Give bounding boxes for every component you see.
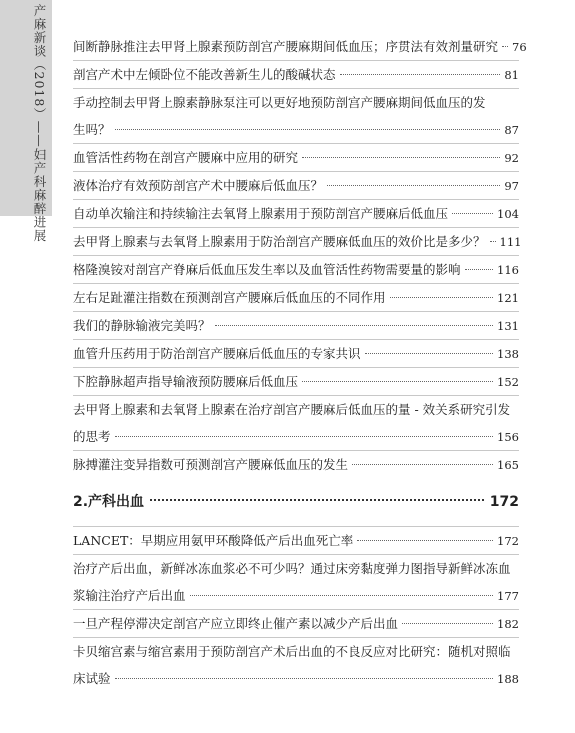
leader-dots (115, 678, 494, 679)
entry-page-number: 121 (497, 291, 519, 305)
entry-title: 液体治疗有效预防剖宫产术中腰麻后低血压？ (73, 178, 324, 193)
toc-content (73, 33, 527, 692)
side-tab-text: 产麻新谈（2018）——妇产科麻醉进展 (32, 4, 47, 243)
toc-entry-line (73, 312, 519, 339)
toc-entry-line (73, 638, 519, 665)
toc-entry-line (73, 610, 519, 637)
leader-dots (327, 185, 500, 186)
entry-title: 生吗？ (73, 122, 111, 137)
leader-dots (357, 540, 493, 541)
entry-title: 我们的静脉输液完美吗？ (73, 318, 211, 333)
leader-dots (302, 381, 493, 382)
toc-entry-line (73, 368, 519, 395)
toc-entry-line (73, 423, 519, 450)
section-page-number: 172 (489, 494, 519, 510)
entry-title: 血管升压药用于防治剖宫产腰麻后低血压的专家共识 (73, 346, 361, 361)
entry-page-number: 156 (497, 430, 519, 444)
leader-dots (502, 46, 508, 47)
entry-page-number: 188 (497, 672, 519, 686)
toc-entry-line (73, 33, 527, 60)
toc-part-1 (73, 33, 527, 478)
leader-dots (465, 269, 494, 270)
toc-entry-line (73, 200, 519, 227)
entry-title: 下腔静脉超声指导输液预防腰麻后低血压 (73, 374, 299, 389)
toc-entry[interactable] (73, 527, 519, 554)
toc-entry[interactable] (73, 284, 519, 311)
toc-entry-line (73, 555, 519, 582)
leader-dots (490, 241, 496, 242)
entry-title: 格隆溴铵对剖宫产脊麻后低血压发生率以及血管活性药物需要量的影响 (73, 262, 461, 277)
toc-entry-line (73, 665, 519, 692)
entry-title: 剖宫产术中左倾卧位不能改善新生儿的酸碱状态 (73, 67, 336, 82)
entry-title: 一旦产程停滞决定剖宫产应立即终止催产素以减少产后出血 (73, 616, 399, 631)
entry-title: 去甲肾上腺素与去氧肾上腺素用于防治剖宫产腰麻低血压的效价比是多少？ (73, 234, 486, 249)
entry-page-number: 87 (504, 123, 519, 137)
entry-page-number: 111 (499, 235, 522, 249)
toc-entry[interactable] (73, 312, 519, 339)
entry-page-number: 172 (497, 534, 519, 548)
toc-entry[interactable] (73, 451, 519, 478)
toc-part-2 (73, 526, 519, 692)
entry-title: 去甲肾上腺素和去氧肾上腺素在治疗剖宫产腰麻后低血压的量 - 效关系研究引发 (73, 402, 511, 417)
toc-entry-line (73, 89, 519, 116)
entry-page-number: 92 (504, 151, 519, 165)
entry-page-number: 165 (497, 458, 519, 472)
toc-entry[interactable] (73, 228, 522, 255)
toc-entry[interactable] (73, 396, 519, 450)
entry-title: 治疗产后出血，新鲜冰冻血浆必不可少吗？通过床旁黏度弹力图指导新鲜冰冻血 (73, 561, 511, 576)
entry-title: 间断静脉推注去甲肾上腺素预防剖宫产腰麻期间低血压；序贯法有效剂量研究 (73, 39, 499, 54)
entry-title: 脉搏灌注变异指数可预测剖宫产腰麻低血压的发生 (73, 457, 349, 472)
toc-entry-line (73, 284, 519, 311)
toc-entry[interactable] (73, 368, 519, 395)
entry-page-number: 131 (497, 319, 519, 333)
entry-page-number: 116 (497, 263, 519, 277)
entry-page-number: 76 (512, 40, 527, 54)
leader-dots (452, 213, 493, 214)
entry-page-number: 152 (497, 375, 519, 389)
toc-entry[interactable] (73, 638, 519, 692)
toc-entry-line (73, 228, 522, 255)
leader-dots (215, 325, 494, 326)
toc-section-heading[interactable] (73, 478, 519, 526)
toc-entry-line (73, 256, 519, 283)
side-tab (0, 0, 52, 243)
leader-dots (390, 297, 494, 298)
leader-dots (402, 623, 493, 624)
toc-entry[interactable] (73, 610, 519, 637)
toc-entry-line (73, 527, 519, 554)
entry-page-number: 81 (504, 68, 519, 82)
toc-entry[interactable] (73, 256, 519, 283)
entry-page-number: 177 (497, 589, 519, 603)
entry-title: LANCET：早期应用氨甲环酸降低产后出血死亡率 (73, 533, 354, 548)
entry-title: 卡贝缩宫素与缩宫素用于预防剖宫产术后出血的不良反应对比研究：随机对照临 (73, 644, 511, 659)
toc-entry-line (73, 116, 519, 143)
toc-entry-line (73, 172, 519, 199)
toc-entry-line (73, 582, 519, 609)
toc-entry[interactable] (73, 555, 519, 609)
entry-page-number: 138 (497, 347, 519, 361)
leader-dots (190, 595, 494, 596)
entry-title: 自动单次输注和持续输注去氧肾上腺素用于预防剖宫产腰麻后低血压 (73, 206, 449, 221)
toc-entry[interactable] (73, 89, 519, 143)
leader-dots (115, 436, 494, 437)
section-title: 2.产科出血 (73, 494, 145, 510)
entry-title: 手动控制去甲肾上腺素静脉泵注可以更好地预防剖宫产腰麻期间低血压的发 (73, 95, 486, 110)
leader-dots (340, 74, 501, 75)
leader-dots (302, 157, 500, 158)
entry-title: 浆输注治疗产后出血 (73, 588, 186, 603)
toc-entry-line (73, 451, 519, 478)
leader-dots (352, 464, 493, 465)
toc-entry-line (73, 61, 519, 88)
toc-entry-line (73, 340, 519, 367)
toc-entry[interactable] (73, 200, 519, 227)
entry-page-number: 182 (497, 617, 519, 631)
entry-page-number: 104 (497, 207, 519, 221)
toc-entry[interactable] (73, 144, 519, 171)
toc-entry[interactable] (73, 61, 519, 88)
toc-entry[interactable] (73, 33, 527, 60)
toc-entry[interactable] (73, 172, 519, 199)
entry-title: 床试验 (73, 671, 111, 686)
entry-title: 左右足趾灌注指数在预测剖宫产腰麻后低血压的不同作用 (73, 290, 386, 305)
toc-entry[interactable] (73, 340, 519, 367)
leader-dots (115, 129, 501, 130)
toc-entry-line (73, 396, 519, 423)
entry-title: 的思考 (73, 429, 111, 444)
entry-title: 血管活性药物在剖宫产腰麻中应用的研究 (73, 150, 299, 165)
entry-page-number: 97 (504, 179, 519, 193)
leader-dots (365, 353, 494, 354)
toc-entry-line (73, 144, 519, 171)
leader-dots (150, 499, 484, 501)
